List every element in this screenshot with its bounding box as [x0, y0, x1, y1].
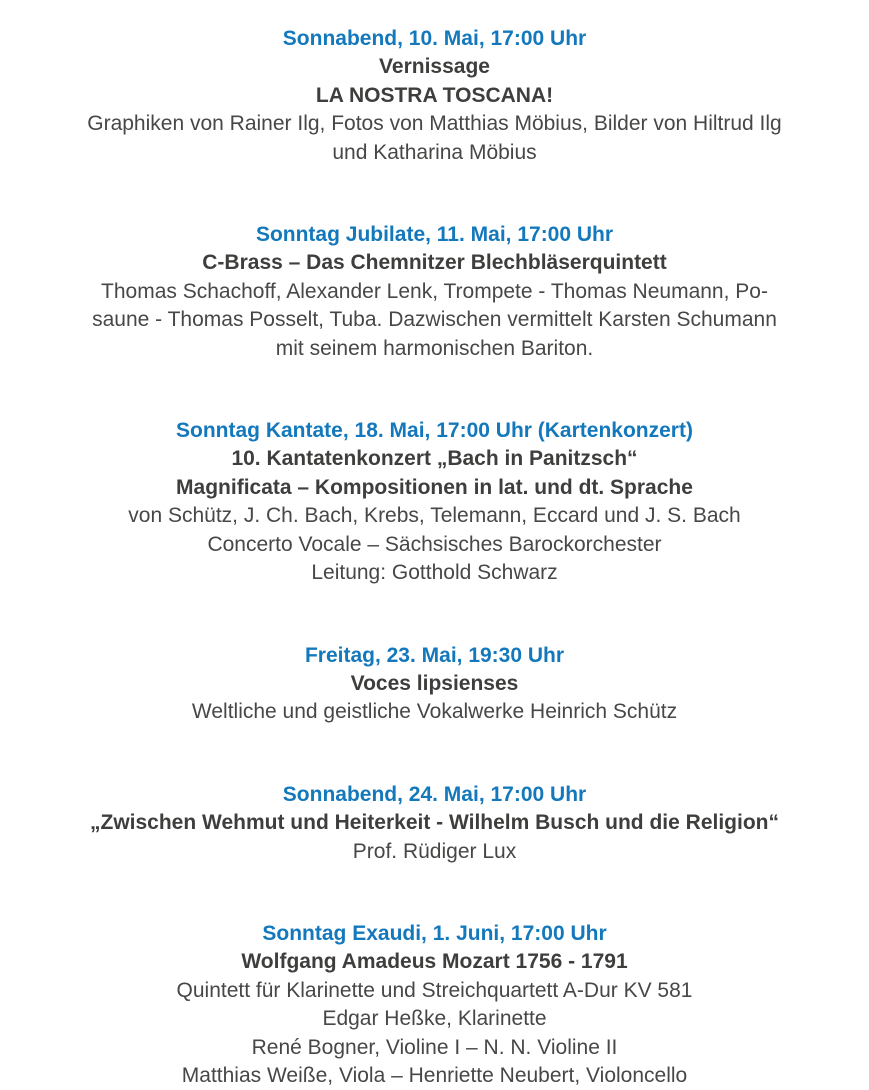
- event-block: [30, 920, 839, 1090]
- event-detail-line: Prof. Rüdiger Lux: [352, 839, 517, 863]
- event-block: [30, 417, 839, 587]
- event-title-line: „Zwischen Wehmut und Heiterkeit - Wilhelm Busch und die Religion“: [90, 811, 779, 835]
- event-title-line: Wolfgang Amadeus Mozart 1756 - 1791: [241, 950, 628, 974]
- event-block: [30, 221, 839, 363]
- event-date-heading: Sonntag Kantate, 18. Mai, 17:00 Uhr (Kartenkonzert): [176, 419, 693, 443]
- event-detail-line: mit seinem harmonischen Bariton.: [275, 336, 594, 360]
- event-detail-line: René Bogner, Violine I – N. N. Violine II: [251, 1035, 618, 1059]
- event-date-heading: Freitag, 23. Mai, 19:30 Uhr: [304, 643, 565, 667]
- event-detail-line: Leitung: Gotthold Schwarz: [311, 561, 558, 585]
- event-block: [30, 642, 839, 727]
- event-detail-line: und Katharina Möbius: [332, 140, 537, 164]
- event-detail-line: Quintett für Klarinette und Streichquartett A-Dur KV 581: [176, 978, 693, 1002]
- event-detail-line: saune - Thomas Posselt, Tuba. Dazwischen vermittelt Karsten Schumann: [92, 308, 777, 332]
- event-date-heading: Sonnabend, 24. Mai, 17:00 Uhr: [282, 782, 587, 806]
- event-date-heading: Sonnabend, 10. Mai, 17:00 Uhr: [282, 27, 587, 50]
- event-detail-line: Weltliche und geistliche Vokalwerke Heinrich Schütz: [191, 700, 678, 724]
- event-title-line: Voces lipsienses: [350, 671, 519, 695]
- event-title-line: Magnificata – Kompositionen in lat. und dt. Sprache: [176, 475, 693, 499]
- event-title-line: Vernissage: [379, 55, 490, 79]
- event-block: [30, 25, 839, 167]
- event-title-line: LA NOSTRA TOSCANA!: [315, 83, 554, 107]
- event-detail-line: von Schütz, J. Ch. Bach, Krebs, Telemann, Eccard und J. S. Bach: [128, 504, 741, 528]
- event-date-heading: Sonntag Jubilate, 11. Mai, 17:00 Uhr: [255, 223, 614, 247]
- event-date-heading: Sonntag Exaudi, 1. Juni, 17:00 Uhr: [262, 921, 607, 945]
- event-title-line: C-Brass – Das Chemnitzer Blechbläserquintett: [202, 251, 667, 275]
- event-block: [30, 781, 839, 866]
- event-detail-line: Matthias Weiße, Viola – Henriette Neubert, Violoncello: [181, 1063, 688, 1087]
- event-detail-line: Edgar Heßke, Klarinette: [322, 1007, 547, 1031]
- event-detail-line: Graphiken von Rainer Ilg, Fotos von Matthias Möbius, Bilder von Hiltrud Ilg: [87, 112, 782, 136]
- event-detail-line: Thomas Schachoff, Alexander Lenk, Trompete - Thomas Neumann, Po-: [101, 279, 768, 303]
- event-detail-line: Concerto Vocale – Sächsisches Barockorchester: [207, 532, 662, 556]
- event-title-line: 10. Kantatenkonzert „Bach in Panitzsch“: [231, 447, 638, 471]
